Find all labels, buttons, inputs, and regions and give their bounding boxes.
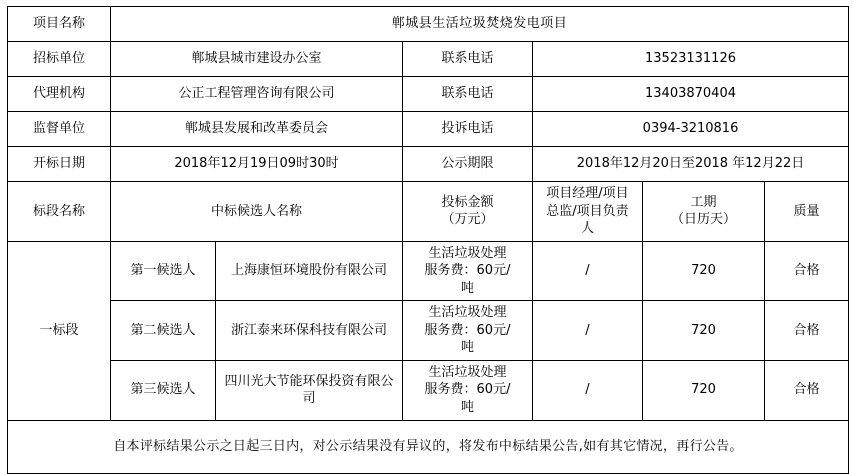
bid-amount-line1: 生活垃圾处理 (428, 364, 507, 380)
tender-phone-label: 联系电话 (403, 42, 533, 77)
header-manager-line2: 总监/项目负责 (546, 203, 629, 219)
candidate-rank: 第一候选人 (111, 241, 216, 301)
header-candidate-name: 中标候选人名称 (111, 182, 403, 242)
tender-unit-label: 招标单位 (8, 42, 111, 77)
header-project-manager (533, 182, 643, 242)
section-label: 一标段 (8, 241, 111, 420)
agency-label: 代理机构 (8, 77, 111, 112)
candidate-manager: / (533, 360, 643, 420)
table-row-open-date (8, 147, 849, 182)
agency-value: 公正工程管理咨询有限公司 (111, 77, 403, 112)
header-bid-amount (403, 182, 533, 242)
header-duration-line1: 工期 (690, 194, 717, 210)
candidate-bid-amount (403, 301, 533, 361)
footer-note: 自本评标结果公示之日起三日内，对公示结果没有异议的，将发布中标结果公告,如有其它情况，再行公告。 (8, 420, 849, 473)
candidate-bid-amount (403, 241, 533, 301)
candidate-rank: 第三候选人 (111, 360, 216, 420)
table-row (8, 360, 849, 420)
table-row-supervisor (8, 112, 849, 147)
bid-announcement-table (7, 6, 849, 474)
bid-amount-line3: 吨 (460, 280, 474, 296)
candidate-manager: / (533, 301, 643, 361)
candidate-name: 上海康恒环境股份有限公司 (216, 241, 403, 301)
bid-amount-line3: 吨 (460, 340, 474, 356)
table-row-agency (8, 77, 849, 112)
agency-phone-label: 联系电话 (403, 77, 533, 112)
candidate-duration: 720 (643, 241, 765, 301)
candidate-quality: 合格 (765, 241, 849, 301)
project-name-value: 郸城县生活垃圾焚烧发电项目 (111, 7, 849, 42)
header-bid-amount-line2: （万元） (441, 212, 494, 228)
open-date-value: 2018年12月19日09时30时 (111, 147, 403, 182)
table-row-project-name (8, 7, 849, 42)
notice-period-label: 公示期限 (403, 147, 533, 182)
project-name-label: 项目名称 (8, 7, 111, 42)
tender-phone-value: 13523131126 (533, 42, 849, 77)
table-row (8, 301, 849, 361)
candidate-name: 四川光大节能环保投资有限公司 (216, 360, 403, 420)
candidate-duration: 720 (643, 301, 765, 361)
notice-period-value: 2018年12月20日至2018 年12月22日 (533, 147, 849, 182)
table-row-tender-unit (8, 42, 849, 77)
header-manager-line1: 项目经理/项目 (546, 186, 629, 201)
bid-amount-line2: 服务费：60元/ (424, 322, 511, 338)
candidate-quality: 合格 (765, 301, 849, 361)
header-duration-line2: （日历天） (670, 212, 736, 228)
complaint-phone-value: 0394-3210816 (533, 112, 849, 147)
candidate-manager: / (533, 241, 643, 301)
bid-amount-line1: 生活垃圾处理 (428, 305, 507, 321)
candidate-duration: 720 (643, 360, 765, 420)
candidate-quality: 合格 (765, 360, 849, 420)
header-duration (643, 182, 765, 242)
header-bid-amount-line1: 投标金额 (441, 194, 494, 210)
bid-amount-line2: 服务费：60元/ (424, 263, 511, 279)
supervisor-value: 郸城县发展和改革委员会 (111, 112, 403, 147)
tender-unit-value: 郸城县城市建设办公室 (111, 42, 403, 77)
table-row-footer-note (8, 420, 849, 473)
agency-phone-value: 13403870404 (533, 77, 849, 112)
bid-amount-line1: 生活垃圾处理 (428, 245, 507, 261)
header-manager-line3: 人 (580, 221, 594, 237)
table-header-row (8, 182, 849, 242)
complaint-phone-label: 投诉电话 (403, 112, 533, 147)
supervisor-label: 监督单位 (8, 112, 111, 147)
candidate-bid-amount (403, 360, 533, 420)
candidate-name: 浙江泰来环保科技有限公司 (216, 301, 403, 361)
candidate-rank: 第二候选人 (111, 301, 216, 361)
header-quality: 质量 (765, 182, 849, 242)
open-date-label: 开标日期 (8, 147, 111, 182)
bid-amount-line2: 服务费：60元/ (424, 382, 511, 398)
bid-amount-line3: 吨 (460, 400, 474, 416)
header-section-name: 标段名称 (8, 182, 111, 242)
table-row (8, 241, 849, 301)
